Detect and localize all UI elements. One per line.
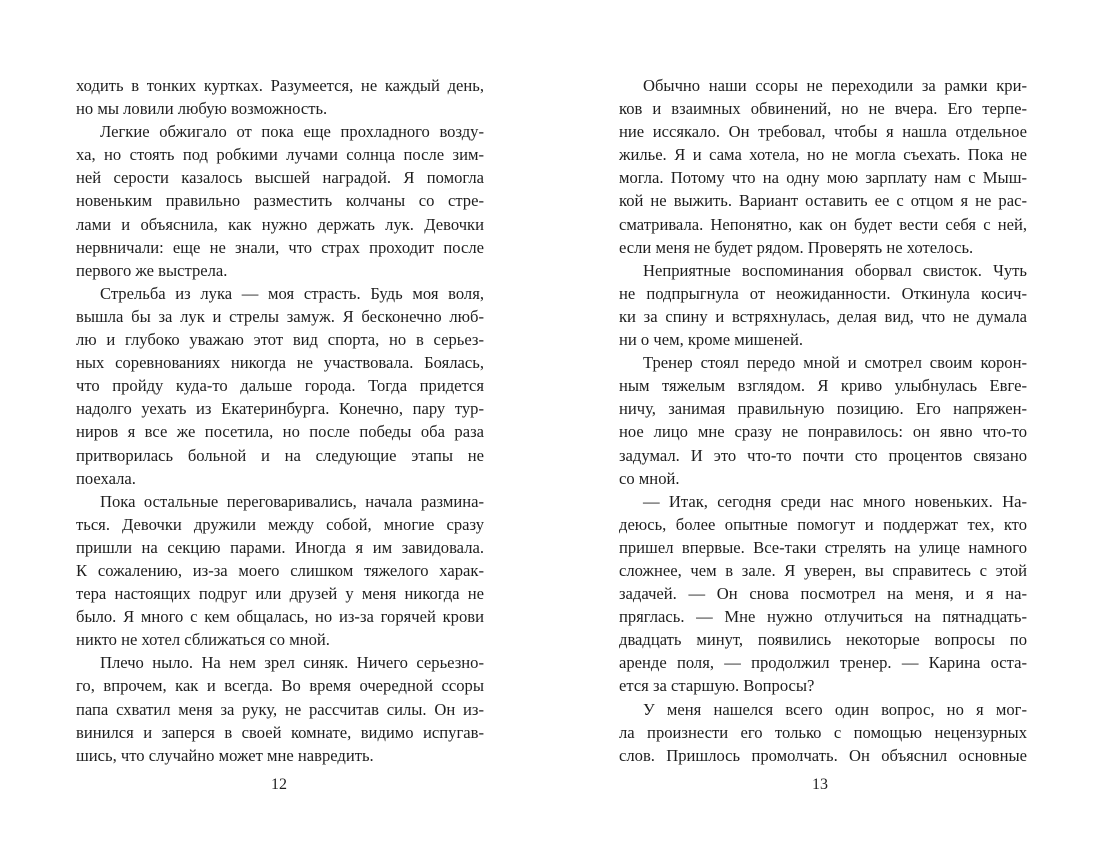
text-line: Легкие обжигало от пока еще прохладного возду- [100, 122, 484, 142]
text-line: деюсь, более опытные помогут и поддержат тех, кто [619, 514, 1027, 534]
text-line: что пройду куда-то дальше города. Тогда придется [76, 376, 484, 396]
text-line: новеньким правильно разместить колчаны со стре- [76, 191, 484, 211]
text-line: ться. Девочки дружили между собой, многие сразу [76, 514, 484, 534]
text-line: шись, что случайно может мне навредить. [76, 745, 374, 765]
text-line: лами и объяснила, как нужно держать лук. Девочки [76, 214, 484, 234]
text-line: двадцать минут, появились некоторые вопросы по [619, 630, 1027, 650]
text-line: нервничали: еще не знали, что страх проходит после [76, 237, 484, 257]
paragraph [619, 351, 1027, 490]
text-line: ние иссякало. Он требовал, чтобы я нашла отдельное [619, 122, 1027, 142]
text-line: К сожалению, из-за моего слишком тяжелого харак- [76, 560, 484, 580]
text-line: поехала. [76, 468, 136, 488]
text-line: слов. Пришлось промолчать. Он объяснил основные [619, 745, 1027, 765]
paragraph [76, 74, 484, 120]
text-line: Обычно наши ссоры не переходили за рамки кри- [643, 76, 1027, 95]
text-line: ха, но стоять под робкими лучами солнца после зим- [76, 145, 484, 165]
paragraph [76, 651, 484, 766]
text-line: пришли на секцию парами. Иногда я им завидовала. [76, 537, 484, 557]
text-line: У меня нашелся всего один вопрос, но я мог- [643, 699, 1027, 719]
text-line: ничу, занимая правильную позицию. Его напряжен- [619, 399, 1027, 419]
text-line: го, впрочем, как и всегда. Во время очередной ссоры [76, 676, 484, 696]
text-line: сложнее, чем в зале. Я уверен, вы справитесь с этой [619, 560, 1027, 580]
text-line: могла. Потому что на одну мою зарплату нам с Мыш- [619, 168, 1027, 188]
text-line: первого же выстрела. [76, 260, 228, 280]
text-line: Стрельба из лука — моя страсть. Будь моя воля, [100, 283, 484, 303]
text-line: задачей. — Он снова посмотрел на меня, и я на- [619, 584, 1027, 604]
text-line: было. Я много с кем общалась, но из-за горячей крови [76, 607, 484, 627]
text-line: никто не хотел сближаться со мной. [76, 630, 330, 650]
text-line: ниров я все же посетила, но после победы оба раза [76, 422, 484, 442]
text-line: — Итак, сегодня среди нас много новеньких. На- [643, 491, 1027, 511]
text-line: ходить в тонких куртках. Разумеется, не каждый день, [76, 76, 484, 95]
text-line: ки за спину и встряхнулась, делая вид, что не думала [619, 306, 1027, 326]
left-page-number: 12 [271, 776, 287, 793]
paragraph [619, 74, 1027, 259]
text-line: лю и глубоко уважаю этот вид спорта, но в серьез- [76, 330, 484, 350]
text-line: аренде поля, — продолжил тренер. — Карина оста- [619, 653, 1027, 673]
text-line: пряглась. — Мне нужно отлучиться на пятнадцать- [619, 607, 1027, 627]
text-line: Неприятные воспоминания оборвал свисток. Чуть [643, 260, 1027, 280]
text-line: ется за старшую. Вопросы? [619, 676, 815, 696]
text-line: не подпрыгнула от неожиданности. Откинула косич- [619, 283, 1027, 303]
paragraph [76, 282, 484, 490]
paragraph [619, 259, 1027, 351]
text-line: тера настоящих подруг или друзей у меня никогда не [76, 584, 484, 604]
text-line: задумал. И это что-то почти сто процентов связано [619, 445, 1027, 465]
text-line: кой не выжить. Вариант оставить ее с отцом я не рас- [619, 191, 1027, 211]
text-line: папа схватил меня за руку, не рассчитав силы. Он из- [76, 699, 484, 719]
text-line: ков и взаимных обвинений, но не вчера. Его терпе- [619, 99, 1027, 119]
right-page-text [619, 74, 1027, 767]
text-line: жилье. Я и сама хотела, но не могла съехать. Пока не [619, 145, 1027, 165]
text-line: притворилась больной и на следующие этапы не [76, 445, 484, 465]
paragraph [619, 698, 1027, 767]
right-page-number: 13 [812, 776, 828, 793]
text-line: ни о чем, кроме мишеней. [619, 330, 804, 350]
text-line: Плечо ныло. На нем зрел синяк. Ничего серьезно- [100, 653, 484, 673]
text-line: пришел впервые. Все-таки стрелять на улице намного [619, 537, 1027, 557]
text-line: ным тяжелым взглядом. Я криво улыбнулась Евге- [619, 376, 1027, 396]
left-page-text [76, 74, 484, 767]
text-line: ных соревнованиях никогда не участвовала. Боялась, [76, 353, 484, 373]
paragraph [619, 490, 1027, 698]
text-line: ла произнести его только с помощью нецензурных [619, 722, 1027, 742]
paragraph [76, 120, 484, 282]
text-line: со мной. [619, 468, 680, 488]
text-line: винился и заперся в своей комнате, видимо испугав- [76, 722, 484, 742]
paragraph [76, 490, 484, 652]
text-line: вышла бы за лук и стрелы замуж. Я бесконечно люб- [76, 306, 484, 326]
text-line: надолго уехать из Екатеринбурга. Конечно, пару тур- [76, 399, 484, 419]
text-line: но мы ловили любую возможность. [76, 99, 328, 119]
text-line: Тренер стоял передо мной и смотрел своим корон- [643, 353, 1027, 373]
text-line: сматривала. Непонятно, как он будет вести себя с ней, [619, 214, 1027, 234]
text-line: ное лицо мне сразу не понравилось: он явно что-то [619, 422, 1027, 442]
text-line: ней серости казалось высшей наградой. Я помогла [76, 168, 484, 188]
text-line: Пока остальные переговаривались, начала размина- [100, 491, 484, 511]
text-line: если меня не будет рядом. Проверять не хотелось. [619, 237, 974, 257]
